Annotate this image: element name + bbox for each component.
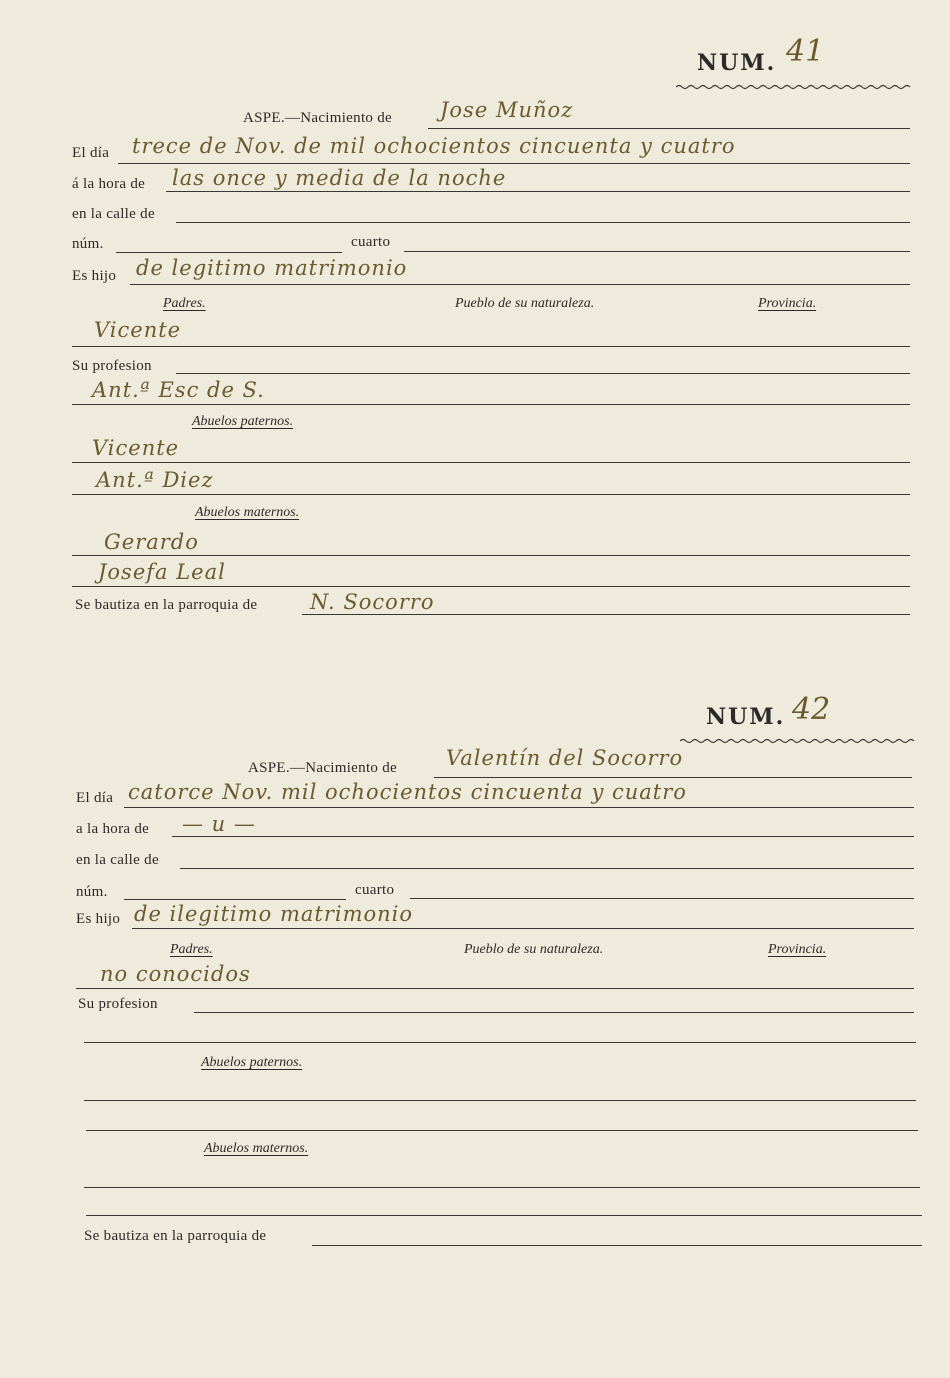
padres-header: Padres. [163,296,206,311]
field-line [180,868,914,869]
numero-label: núm. [76,884,108,900]
record-number-value: 42 [792,692,831,727]
dia-label: El día [72,145,110,161]
field-line [410,898,914,899]
bautiza-label: Se bautiza en la parroquia de [75,597,258,613]
birth-hour: las once y media de la noche [172,166,507,190]
padres-header: Padres. [170,942,213,957]
calle-label: en la calle de [72,206,155,222]
es-hijo-label: Es hijo [72,268,117,284]
field-line [312,1245,922,1246]
cuarto-label: cuarto [351,234,391,250]
dia-label: El día [76,790,114,806]
legitimacy: de ilegitimo matrimonio [134,902,414,926]
field-line [176,222,910,223]
es-hijo-label: Es hijo [76,911,121,927]
bautiza-label: Se bautiza en la parroquia de [84,1228,267,1244]
field-line [72,494,910,495]
field-line [84,1042,916,1043]
field-line [166,191,910,192]
field-line [84,1100,916,1101]
parish-name: N. Socorro [310,590,435,614]
field-line [124,899,346,900]
birth-hour: — u — [182,812,256,836]
field-line [72,555,910,556]
mother-name: Ant.ª Esc de S. [92,378,265,402]
record-number-value: 41 [786,34,825,69]
field-line [132,928,914,929]
field-line [124,807,914,808]
aspe-nacimiento-label: ASPE.—Nacimiento de [248,760,398,776]
field-line [176,373,910,374]
father-name: no conocidos [100,962,251,986]
maternal-grandmother: Josefa Leal [98,560,226,584]
provincia-header: Provincia. [758,296,817,311]
hora-label: á la hora de [72,176,146,192]
father-name: Vicente [94,318,182,342]
wavy-rule [680,738,916,744]
profesion-label: Su profesion [78,996,158,1012]
child-name: Jose Muñoz [440,98,574,122]
birth-date: trece de Nov. de mil ochocientos cincuenta y cuatro [132,134,736,158]
paternal-grandfather: Vicente [92,436,180,460]
field-line [84,1187,920,1188]
abuelos-paternos-header: Abuelos paternos. [192,414,294,429]
pueblo-header: Pueblo de su naturaleza. [455,296,595,311]
calle-label: en la calle de [76,852,159,868]
field-line [428,128,910,129]
record-number-label: NUM. [706,704,786,730]
field-line [76,988,914,989]
field-line [130,284,910,285]
field-line [72,586,910,587]
field-line [86,1215,922,1216]
wavy-rule [676,84,912,90]
hora-label: a la hora de [76,821,150,837]
field-line [404,251,910,252]
child-name: Valentín del Socorro [446,746,684,770]
cuarto-label: cuarto [355,882,395,898]
field-line [434,777,912,778]
abuelos-maternos-header: Abuelos maternos. [204,1141,309,1156]
field-line [194,1012,914,1013]
aspe-nacimiento-label: ASPE.—Nacimiento de [243,110,393,126]
field-line [72,346,910,347]
record-number-label: NUM. [697,50,777,76]
pueblo-header: Pueblo de su naturaleza. [464,942,604,957]
provincia-header: Provincia. [768,942,827,957]
numero-label: núm. [72,236,104,252]
paternal-grandmother: Ant.ª Diez [96,468,214,492]
field-line [118,163,910,164]
field-line [86,1130,918,1131]
profesion-label: Su profesion [72,358,152,374]
birth-date: catorce Nov. mil ochocientos cincuenta y cuatro [128,780,687,804]
field-line [72,404,910,405]
maternal-grandfather: Gerardo [104,530,199,554]
abuelos-maternos-header: Abuelos maternos. [195,505,300,520]
field-line [116,252,342,253]
field-line [302,614,910,615]
abuelos-paternos-header: Abuelos paternos. [201,1055,303,1070]
field-line [72,462,910,463]
field-line [172,836,914,837]
legitimacy: de legitimo matrimonio [136,256,408,280]
